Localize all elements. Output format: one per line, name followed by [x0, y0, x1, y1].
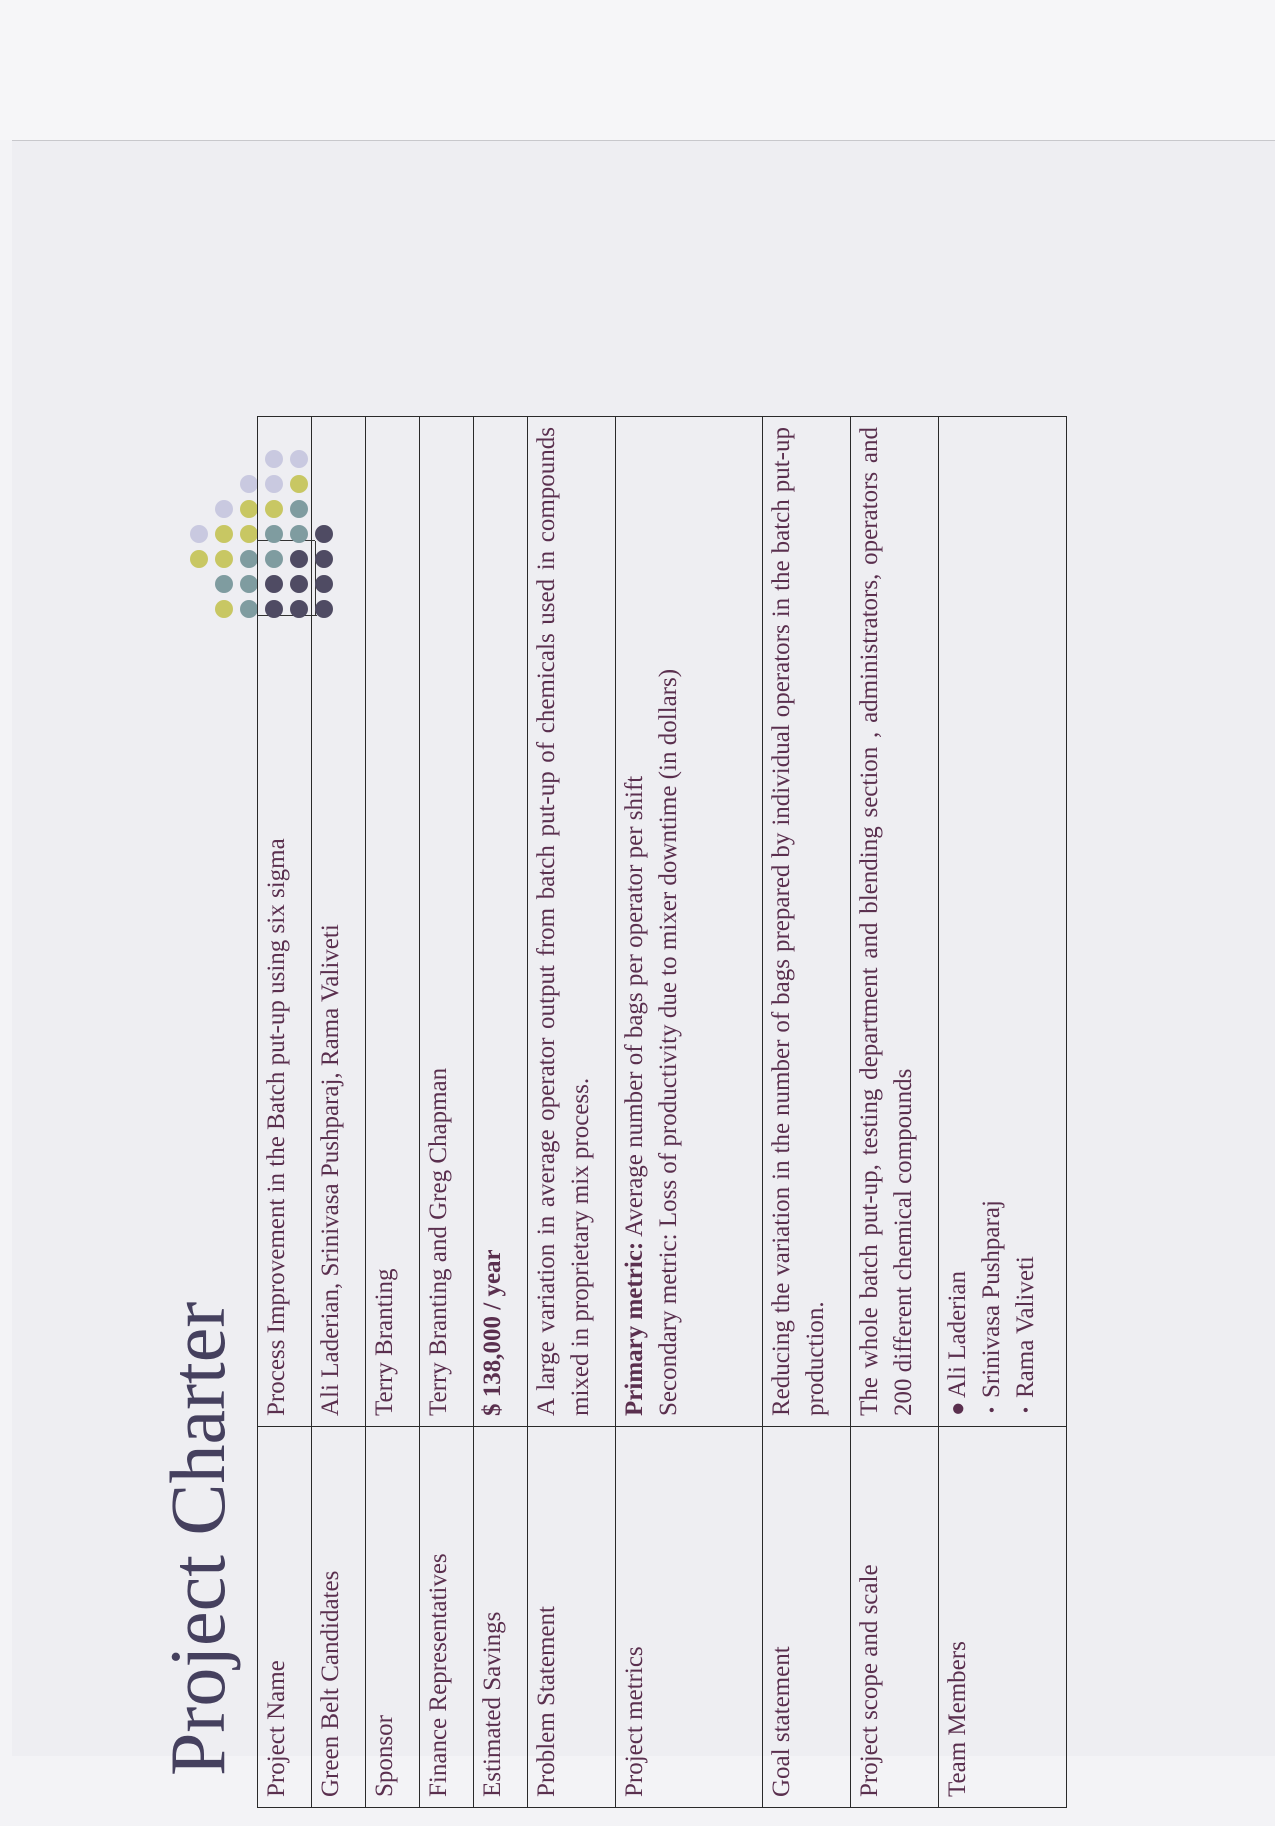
- table-row: [258, 417, 312, 1808]
- secondary-metric-text: Secondary metric: Loss of productivity due to mixer downtime (in dollars): [655, 668, 682, 1416]
- row-label: Team Members: [939, 1427, 1067, 1808]
- row-value: Reducing the variation in the number of bags prepared by individual operators in the batch put-up production.: [763, 417, 851, 1427]
- row-value: Process Improvement in the Batch put-up using six sigma: [258, 417, 312, 1427]
- row-label: Project Name: [258, 1427, 312, 1808]
- row-label: Green Belt Candidates: [312, 1427, 366, 1808]
- document-sheet: [12, 140, 1275, 1797]
- member-name: Srinivasa Pushparaj: [978, 1200, 1005, 1398]
- table-row: [939, 417, 1067, 1808]
- list-item: [1009, 427, 1043, 1416]
- dot: [215, 600, 233, 618]
- row-value: Terry Branting: [366, 417, 420, 1427]
- row-value-cell: [939, 417, 1067, 1427]
- dot: [215, 525, 233, 543]
- row-label: Project metrics: [616, 1427, 763, 1808]
- table-row: [420, 417, 474, 1808]
- charter-table: [257, 416, 1067, 1808]
- row-label: Estimated Savings: [474, 1427, 528, 1808]
- row-value: Terry Branting and Greg Chapman: [420, 417, 474, 1427]
- table-row: [312, 417, 366, 1808]
- row-value-cell: [474, 417, 528, 1427]
- dot: [240, 500, 258, 518]
- row-value: A large variation in average operator output from batch put-up of chemicals used in compounds mixed in proprietary mix process.: [528, 417, 616, 1427]
- row-label: Problem Statement: [528, 1427, 616, 1808]
- bullet-icon: •: [1016, 1406, 1036, 1414]
- row-value-cell: [616, 417, 763, 1427]
- row-value: Ali Laderian, Srinivasa Pushparaj, Rama Valiveti: [312, 417, 366, 1427]
- dot: [215, 500, 233, 518]
- row-label: Finance Representatives: [420, 1427, 474, 1808]
- primary-metric-label: Primary metric:: [621, 1241, 648, 1416]
- bullet-icon: ●: [945, 1401, 971, 1416]
- table-row: [366, 417, 420, 1808]
- member-name: Rama Valiveti: [1012, 1256, 1039, 1398]
- list-item: [941, 427, 975, 1416]
- dot: [215, 575, 233, 593]
- member-name: Ali Laderian: [944, 1270, 971, 1398]
- table-row: [851, 417, 939, 1808]
- table-row: [528, 417, 616, 1808]
- row-value: The whole batch put-up, testing department and blending section , administrators, operators and 200 different chemical compounds: [851, 417, 939, 1427]
- dot: [190, 525, 208, 543]
- row-label: Project scope and scale: [851, 1427, 939, 1808]
- bullet-icon: •: [982, 1406, 1002, 1414]
- table-row: [474, 417, 528, 1808]
- row-label: Sponsor: [366, 1427, 420, 1808]
- dot: [240, 525, 258, 543]
- team-members-list: [941, 427, 1043, 1416]
- page-title: Project Charter: [154, 1301, 241, 1776]
- slide: [145, 351, 1185, 1826]
- dot: [240, 475, 258, 493]
- dot: [240, 550, 258, 568]
- scan-background: [0, 0, 1275, 140]
- table-row: [763, 417, 851, 1808]
- dot: [215, 550, 233, 568]
- primary-metric-text: Average number of bags per operator per shift: [621, 775, 648, 1242]
- dot: [240, 575, 258, 593]
- list-item: [975, 427, 1009, 1416]
- dot: [190, 550, 208, 568]
- dot: [240, 600, 258, 618]
- table-row: [616, 417, 763, 1808]
- row-label: Goal statement: [763, 1427, 851, 1808]
- estimated-savings-value: $ 138,000 / year: [479, 1249, 506, 1416]
